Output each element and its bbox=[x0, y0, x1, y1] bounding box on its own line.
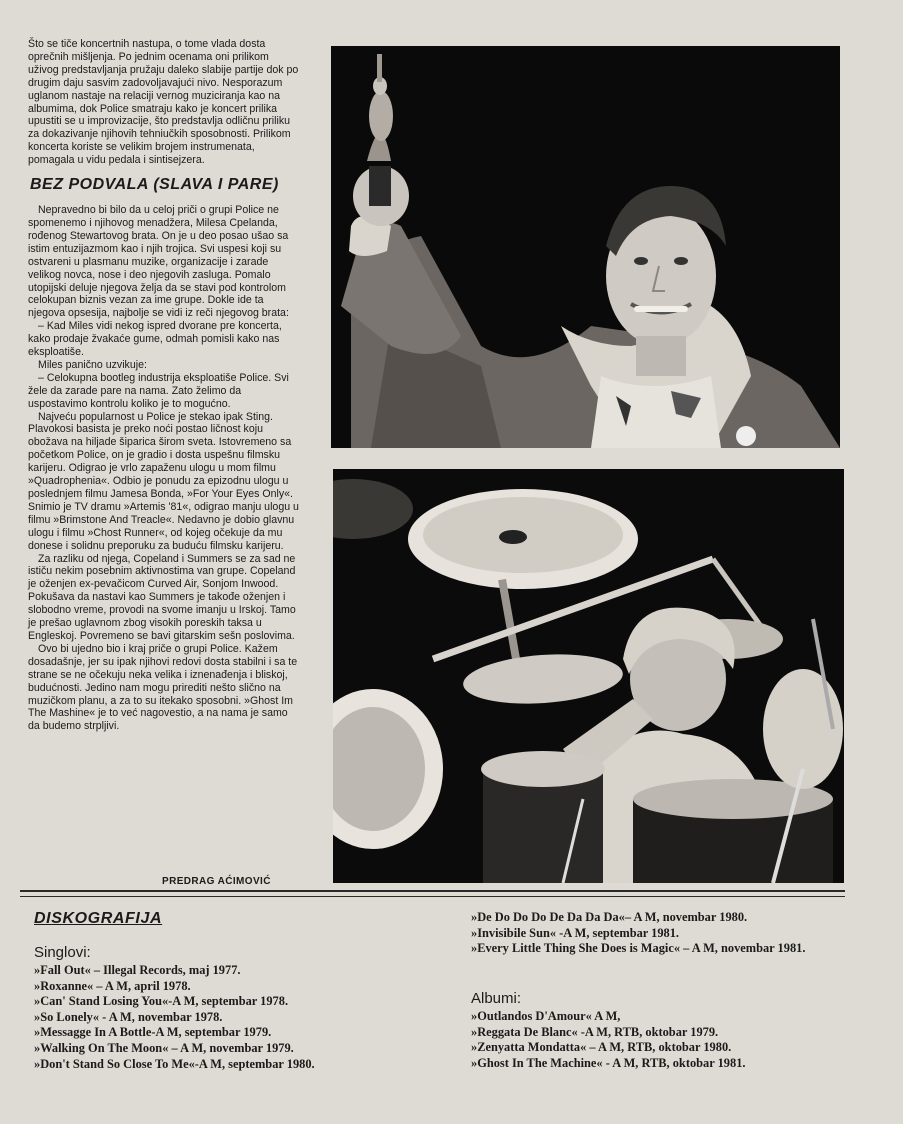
list-item: »De Do Do Do De Da Da Da«– A M, novembar 1980. bbox=[471, 910, 748, 924]
article-column bbox=[28, 38, 300, 733]
list-item: »Outlandos D'Amour« A M, bbox=[471, 1009, 621, 1023]
list-item: »Ghost In The Machine« - A M, RTB, oktobar 1981. bbox=[471, 1055, 746, 1070]
list-item: »Zenyatta Mondatta« – A M, RTB, oktobar 1980. bbox=[471, 1040, 732, 1055]
article-paragraph: Nepravedno bi bilo da u celoj priči o grupi Police ne spomenemo i njihovog menadžera, Milesa Cpelanda, rođenog Stewartovog brata. On je u deo posao ušao sa istim entuzijazmom kao i njih trojica. Svi uspesi koji su ostvareni u plasmanu muzike, organizacije i zarade velikog novca, nose i deo njegovih zasluga. Pomalo utopijski deluje njegova želja da se stavi pod kontrolom celokupan biznis vezan za ime grupe. Dokle ide ta njegova opsesija, najbolje se vidi iz reči njegovog brata: bbox=[28, 204, 289, 320]
list-item: »Don't Stand So Close To Me«-A M, septembar 1980. bbox=[34, 1056, 315, 1071]
article-paragraph: – Kad Miles vidi nekog ispred dvorane pre koncerta, kako prodaje žvakaće gume, odmah pomisli kako nas eksploatiše. bbox=[28, 320, 282, 359]
article-paragraph: – Celokupna bootleg industrija eksploatiše Police. Svi žele da zarade pare na nama. Zato želimo da uspostavimo kontrolu koliko je to mogućno. bbox=[28, 371, 289, 410]
list-item: »Can' Stand Losing You«-A M, septembar 1978. bbox=[34, 994, 289, 1009]
list-item: »Messagge In A Bottle-A M, septembar 1979. bbox=[34, 1025, 272, 1040]
singles-label: Singlovi: bbox=[34, 944, 91, 961]
list-item: »Every Little Thing She Does is Magic« – A M, novembar 1981. bbox=[471, 941, 806, 956]
section-divider-thin bbox=[20, 896, 845, 897]
photo-singer-illustration bbox=[331, 46, 840, 448]
article-paragraph: Za razliku od njega, Copeland i Summers se za sad ne ističu nekim posebnim aktivnostima van grupe. Copeland je oženjen ex-pevačicom Curved Air, Sonjom Inwood. Pokušava da nastavi kao Summers je takođe oženjen i slobodno vreme, provodi na svome imanju u Irskoj. Tamo je prešao uglavnom zbog visokih poreskih taksa u Engleskoj. Povremeno se bavi gitarskim sešn poslovima. bbox=[28, 552, 296, 642]
singles-block bbox=[34, 944, 454, 1072]
photo-singer-with-trophy bbox=[331, 46, 840, 448]
albums-block bbox=[471, 990, 851, 1071]
section-heading: BEZ PODVALA (SLAVA I PARE) bbox=[30, 176, 279, 194]
list-item: »Roxanne« – A M, april 1978. bbox=[34, 978, 191, 993]
photo-drummer-illustration bbox=[333, 469, 844, 883]
author-byline: PREDRAG AĆIMOVIĆ bbox=[162, 876, 271, 887]
article-paragraph: Što se tiče koncertnih nastupa, o tome vlada dosta oprečnih mišljenja. Po jednim ocenama oni prilikom uživog predstavljanja pružaju daleko slabije partije dok po drugim daju sasvim zadovoljavajući nivo. Nesporazum uglanom nastaje na relaciji vernog muziciranja kao na albumima, dok Police smatraju kako je koncert prilika upustiti se u improvizacije, što predstavlja odličnu priliku za dokazivanje njihovih tehniučkih sposobnosti. Prilikom koncerta koriste se velikim brojem instrumenata, pomagala u vidu pedala i sintisejzera. bbox=[28, 38, 299, 167]
list-item: »Fall Out« – Illegal Records, maj 1977. bbox=[34, 963, 241, 977]
albums-label: Albumi: bbox=[471, 990, 522, 1007]
discography-title: DISKOGRAFIJA bbox=[34, 910, 163, 927]
singles-continued-block bbox=[471, 910, 851, 957]
article-paragraph: Ovo bi ujedno bio i kraj priče o grupi Police. Kažem dosadašnje, jer su ipak njihovi redovi dosta stabilni i sa te strane se ne očekuju neka velika i iznenađenja i bliskoj, budućnosti. Jedino nam mogu prirediti nešto slično na muzičkom planu, a za to su itekako sposobni. »Ghost Im The Mashine« je to već nagovestio, a na nama je samo da budemo strpljivi. bbox=[28, 642, 298, 733]
singles-continued-list bbox=[471, 910, 851, 957]
article-paragraph: Najveću popularnost u Police je stekao ipak Sting. Plavokosi basista je preko noći postao ličnost koju obožava na hiljade šiparica širom sveta. Istovremeno sa početkom Police, on je gradio i dosta uspešnu filmsku karijeru. Odigrao je vrlo zapaženu ulogu u mom filmu »Quadrophenia«. Odbio je ponudu za epizodnu ulogu u poslednjem filmu Jamesa Bonda, »For Your Eyes Only«. Snimio je TV dramu »Artemis '81«, odigrao manju ulogu u filmu »Brimstone And Treacle«. Nedavno je dobio glavnu ulogu i filmu »Chost Runner«, od kojeg očekuje da mu donese i solidnu preporuku za buduću filmsku karijeru. bbox=[28, 410, 299, 552]
article-paragraph: Miles panično uzvikuje: bbox=[38, 358, 147, 371]
list-item: »So Lonely« - A M, novembar 1978. bbox=[34, 1009, 223, 1024]
list-item: »Invisibile Sun« -A M, septembar 1981. bbox=[471, 925, 680, 940]
section-divider bbox=[20, 890, 845, 892]
albums-list bbox=[471, 1009, 851, 1071]
photo-drummer bbox=[333, 469, 844, 883]
list-item: »Walking On The Moon« – A M, novembar 1979. bbox=[34, 1040, 294, 1055]
singles-list bbox=[34, 963, 454, 1072]
list-item: »Reggata De Blanc« -A M, RTB, oktobar 1979. bbox=[471, 1024, 719, 1039]
